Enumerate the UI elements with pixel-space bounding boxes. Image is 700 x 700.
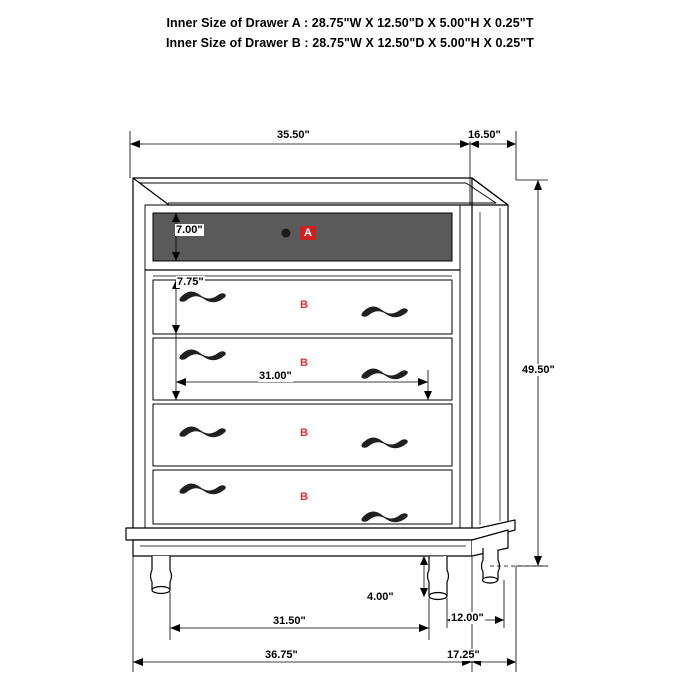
drawer-label-b-4: B (300, 491, 308, 503)
drawer-label-b-2: B (300, 357, 308, 369)
dim-top-width: 35.50" (277, 129, 310, 141)
dim-drawer-a-height: 7.00" (176, 224, 203, 236)
dim-leg-height: 4.00" (367, 591, 394, 603)
dim-top-depth: 16.50" (468, 129, 501, 141)
dim-total-height: 49.50" (522, 364, 555, 376)
header-line-2: Inner Size of Drawer B : 28.75"W X 12.50"D X 5.00"H X 0.25"T (165, 36, 535, 50)
dim-drawer-inner-width: 31.00" (259, 370, 292, 382)
dim-base-width: 31.50" (273, 615, 306, 627)
dim-drawer-b-height: 7.75" (177, 276, 204, 288)
drawer-label-b-3: B (300, 427, 308, 439)
dim-overall-depth: 17.25" (447, 649, 480, 661)
drawer-label-a: A (300, 226, 316, 240)
drawer-label-b-1: B (300, 299, 308, 311)
dim-foot-depth: 12.00" (451, 612, 484, 624)
header-line-1: Inner Size of Drawer A : 28.75"W X 12.50"D X 5.00"H X 0.25"T (166, 16, 534, 30)
dim-overall-width: 36.75" (265, 649, 298, 661)
